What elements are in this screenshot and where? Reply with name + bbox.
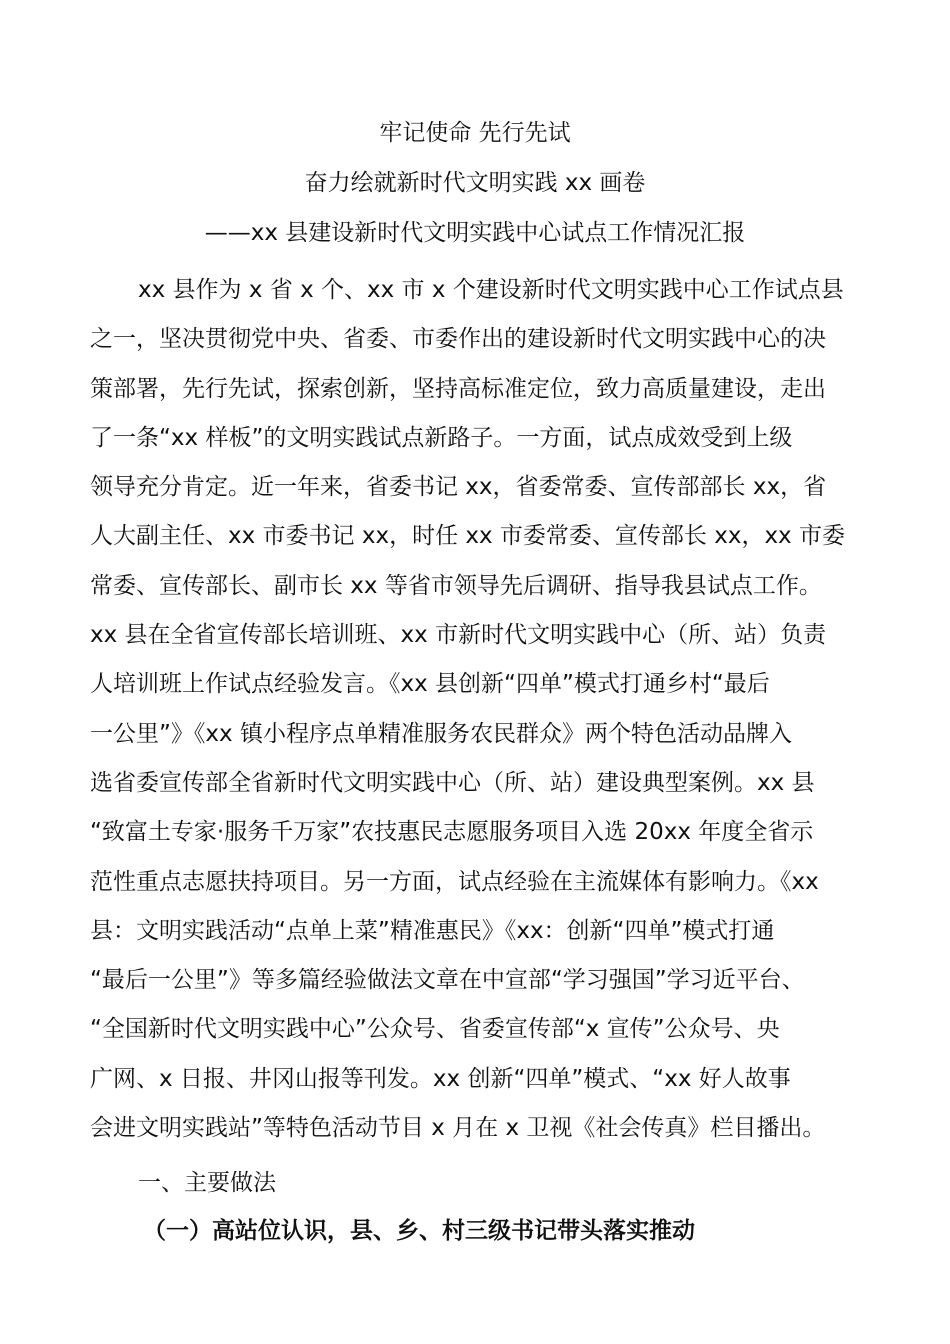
body-paragraph xyxy=(90,266,870,1153)
paragraph-line: xx 县作为 x 省 x 个、xx 市 x 个建设新时代文明实践中心工作试点县 xyxy=(138,277,844,303)
paragraph-line: 会进文明实践站”等特色活动节目 x 月在 x 卫视《社会传真》栏目播出。 xyxy=(90,1115,826,1142)
subsection-heading: （一）高站位认识，县、乡、村三级书记带头落实推动 xyxy=(143,1218,695,1244)
paragraph-line: “全国新时代文明实践中心”公众号、省委宣传部“x 宣传”公众号、央 xyxy=(90,1016,780,1043)
paragraph-line: 人培训班上作试点经验发言。《xx 县创新“四单”模式打通乡村“最后 xyxy=(90,671,770,698)
paragraph-line: 县：文明实践活动“点单上菜”精准惠民》《xx：创新“四单”模式打通 xyxy=(90,917,775,944)
subtitle: 奋力绘就新时代文明实践 xx 画卷 xyxy=(304,170,646,196)
report-subtitle: ——xx 县建设新时代文明实践中心试点工作情况汇报 xyxy=(204,220,746,246)
section-heading: 一、主要做法 xyxy=(138,1170,276,1196)
main-title: 牢记使命 先行先试 xyxy=(379,120,571,146)
paragraph-line: 选省委宣传部全省新时代文明实践中心（所、站）建设典型案例。xx 县 xyxy=(90,769,815,796)
paragraph-line: 广网、x 日报、井冈山报等刊发。xx 创新“四单”模式、“xx 好人故事 xyxy=(90,1065,791,1092)
paragraph-line: 之一，坚决贯彻党中央、省委、市委作出的建设新时代文明实践中心的决 xyxy=(90,326,826,353)
paragraph-line: 领导充分肯定。近一年来，省委书记 xx，省委常委、宣传部部长 xx，省 xyxy=(90,474,827,501)
paragraph-line: 范性重点志愿扶持项目。另一方面，试点经验在主流媒体有影响力。《xx xyxy=(90,868,819,895)
paragraph-line: “致富土专家·服务千万家”农技惠民志愿服务项目入选 20xx 年度全省示 xyxy=(90,819,814,846)
title-block xyxy=(0,108,950,258)
paragraph-line: 人大副主任、xx 市委书记 xx，时任 xx 市委常委、宣传部长 xx，xx 市委 xyxy=(90,523,845,550)
paragraph-line: 常委、宣传部长、副市长 xx 等省市领导先后调研、指导我县试点工作。 xyxy=(90,572,822,599)
paragraph-line: 策部署，先行先试，探索创新，坚持高标准定位，致力高质量建设，走出 xyxy=(90,375,826,402)
paragraph-line: 一公里”》《xx 镇小程序点单精准服务农民群众》两个特色活动品牌入 xyxy=(90,720,792,747)
paragraph-line: 了一条“xx 样板”的文明实践试点新路子。一方面，试点成效受到上级 xyxy=(90,424,793,451)
paragraph-line: xx 县在全省宣传部长培训班、xx 市新时代文明实践中心（所、站）负责 xyxy=(90,622,827,649)
paragraph-line: “最后一公里”》等多篇经验做法文章在中宣部“学习强国”学习近平台、 xyxy=(90,967,805,994)
